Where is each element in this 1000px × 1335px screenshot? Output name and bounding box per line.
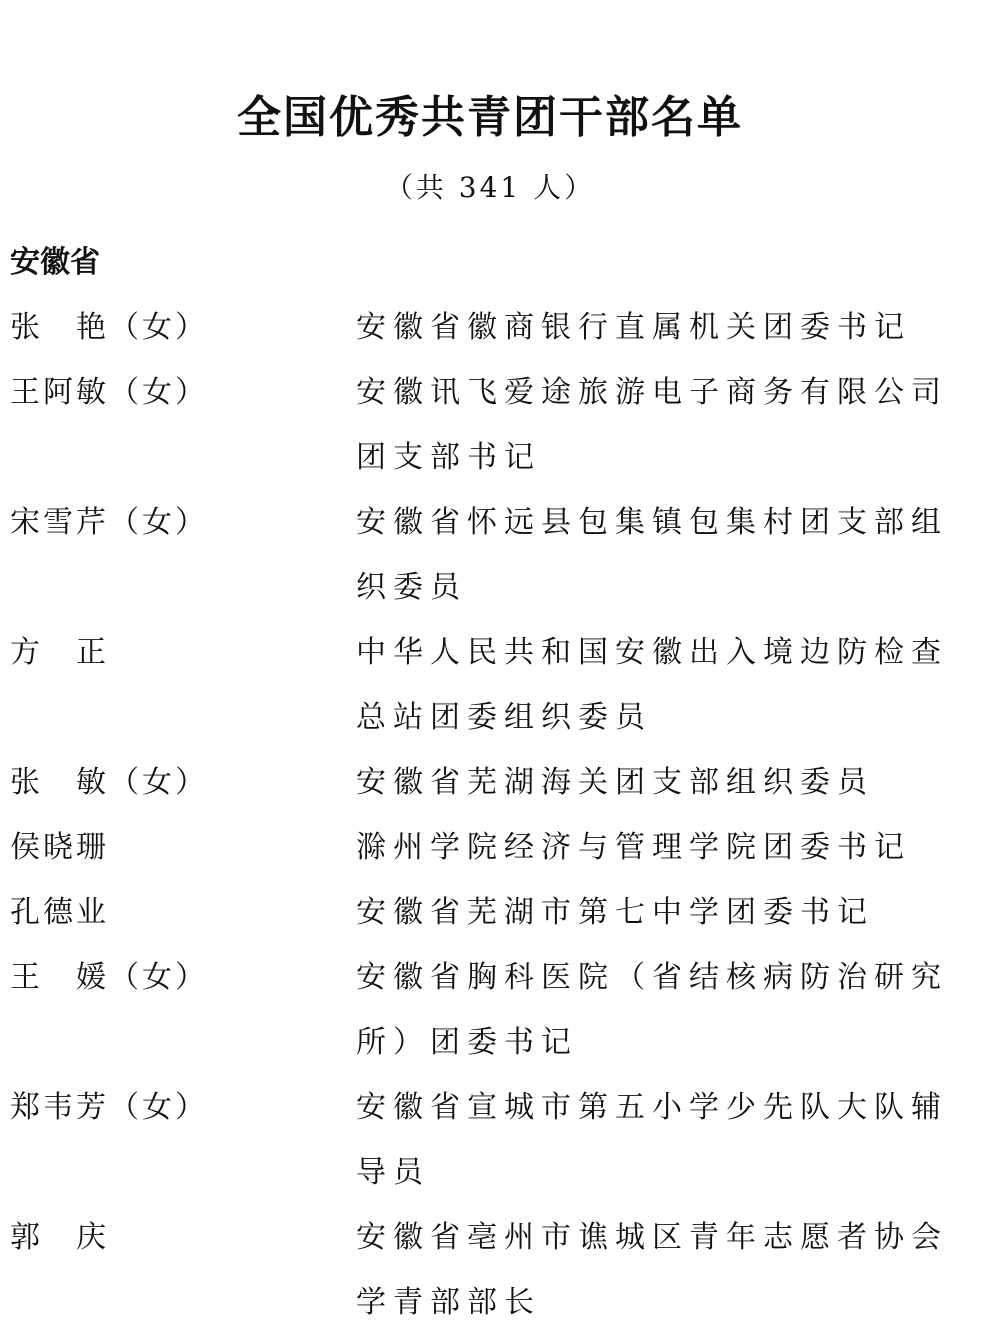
honoree-position: 安徽省徽商银行直属机关团委书记 xyxy=(356,310,911,345)
list-item xyxy=(0,750,1000,815)
honoree-name: 宋雪芹（女） xyxy=(10,505,208,540)
list-item xyxy=(0,620,1000,750)
honoree-position: 安徽省亳州市谯城区青年志愿者协会学青部部长 xyxy=(356,1220,948,1320)
list-item xyxy=(0,490,1000,620)
honoree-position: 中华人民共和国安徽出入境边防检查总站团委组织委员 xyxy=(356,635,948,735)
list-item xyxy=(0,945,1000,1075)
honoree-name: 张 敏（女） xyxy=(10,765,208,800)
honoree-position: 滁州学院经济与管理学院团委书记 xyxy=(356,830,911,865)
honoree-name: 方 正 xyxy=(10,635,109,670)
honoree-name: 孔德业 xyxy=(10,895,109,930)
honoree-position: 安徽省芜湖海关团支部组织委员 xyxy=(356,765,874,800)
list-item xyxy=(0,360,1000,490)
list-item xyxy=(0,1205,1000,1335)
honoree-position: 安徽讯飞爱途旅游电子商务有限公司团支部书记 xyxy=(356,375,948,475)
honoree-position: 安徽省怀远县包集镇包集村团支部组织委员 xyxy=(356,505,948,605)
honoree-name: 王 媛（女） xyxy=(10,960,208,995)
document-subtitle: （共 341 人） xyxy=(384,171,596,204)
list-item xyxy=(0,1075,1000,1205)
province-heading: 安徽省 xyxy=(10,245,100,280)
honoree-name: 张 艳（女） xyxy=(10,310,208,345)
honoree-name: 郑韦芳（女） xyxy=(10,1090,208,1125)
honoree-position: 安徽省胸科医院（省结核病防治研究所）团委书记 xyxy=(356,960,948,1060)
honoree-name: 侯晓珊 xyxy=(10,830,109,865)
list-item xyxy=(0,295,1000,360)
honoree-list xyxy=(0,295,1000,1335)
honoree-position: 安徽省宣城市第五小学少先队大队辅导员 xyxy=(356,1090,948,1190)
honoree-name: 郭 庆 xyxy=(10,1220,109,1255)
list-item xyxy=(0,815,1000,880)
honoree-position: 安徽省芜湖市第七中学团委书记 xyxy=(356,895,874,930)
honoree-name: 王阿敏（女） xyxy=(10,375,208,410)
list-item xyxy=(0,880,1000,945)
document-title: 全国优秀共青团干部名单 xyxy=(237,92,743,143)
